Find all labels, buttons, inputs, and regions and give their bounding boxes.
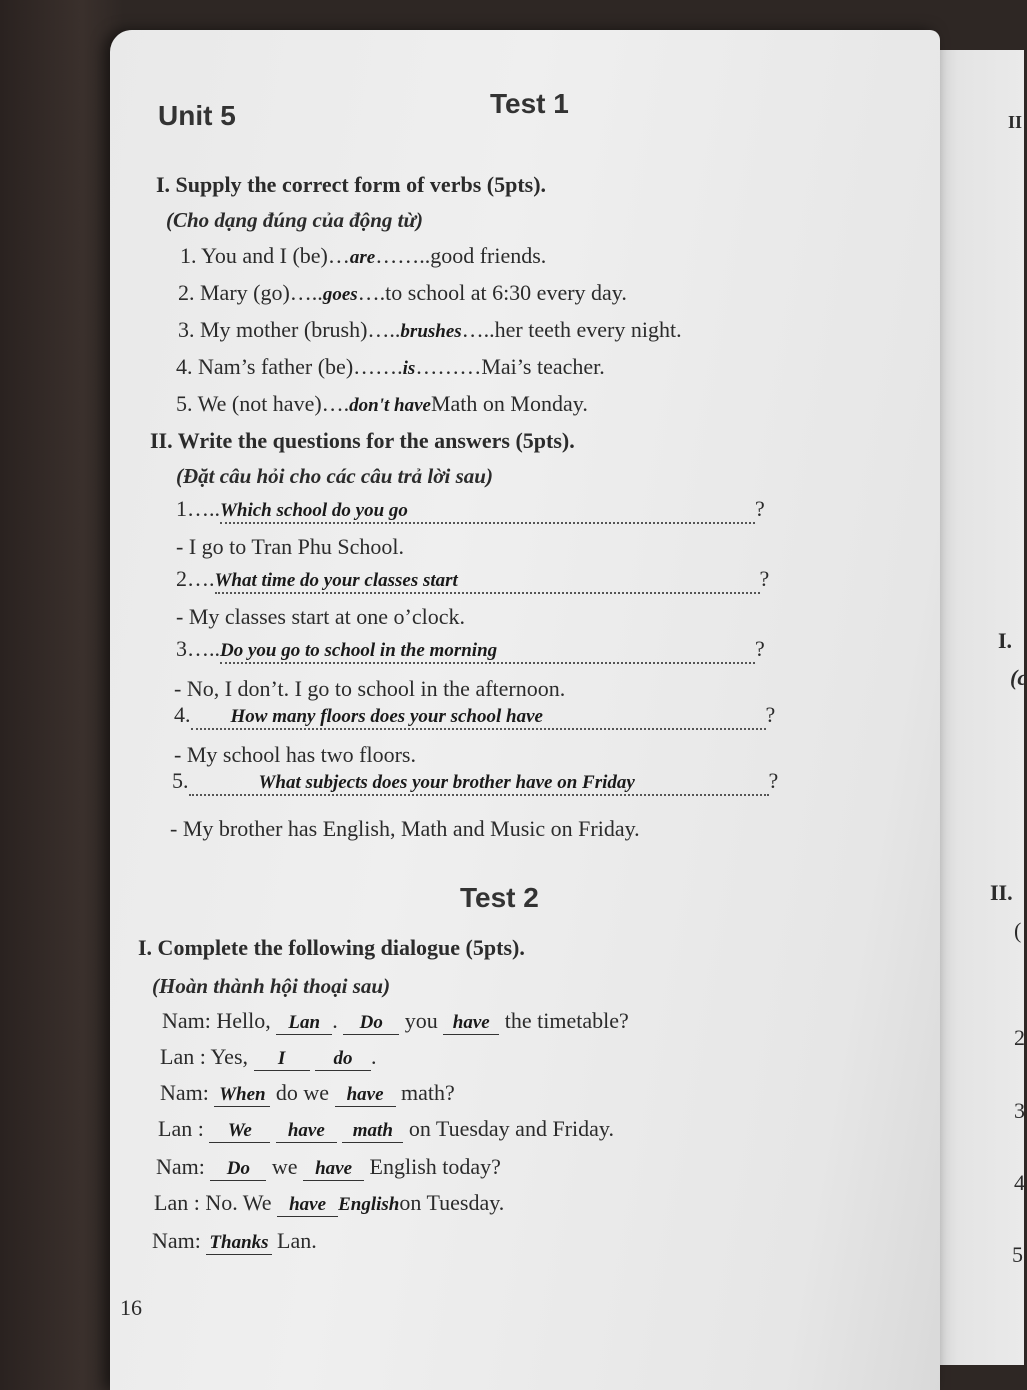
handwritten-answer: What time do your classes start (214, 570, 458, 591)
answer-line: - My brother has English, Math and Music on Friday. (170, 816, 640, 841)
handwritten-answer: have (277, 1194, 338, 1217)
question-line: 3…..Do you go to school in the morning ? (176, 636, 776, 664)
handwritten-answer: Lan (276, 1012, 332, 1035)
handwritten-answer: do (315, 1048, 371, 1071)
right-page-fragment: 5 (1012, 1242, 1023, 1267)
handwritten-answer: have (335, 1084, 396, 1107)
dialogue-line: Nam: Thanks Lan. (152, 1228, 317, 1253)
test1-section2-note: (Đặt câu hỏi cho các câu trả lời sau) (176, 464, 493, 488)
handwritten-answer: Do (210, 1158, 266, 1181)
verb-item: 3. My mother (brush)…..brushes…..her teeth every night. (178, 317, 682, 342)
dialogue-line: Lan : Yes, I do . (160, 1044, 377, 1069)
handwritten-answer: When (214, 1084, 270, 1107)
dialogue-line: Nam: Hello, Lan . Do you have the timetable? (162, 1008, 629, 1033)
verb-item: 2. Mary (go)…..goes….to school at 6:30 every day. (178, 280, 627, 305)
handwritten-answer: I (254, 1048, 310, 1071)
handwritten-answer: don't have (349, 395, 431, 416)
handwritten-answer: brushes (400, 321, 462, 342)
handwritten-answer: goes (322, 284, 358, 305)
dialogue-line: Lan : We have math on Tuesday and Friday. (158, 1116, 614, 1141)
workbook-page (110, 30, 940, 1390)
handwritten-answer: How many floors does your school have (230, 706, 543, 727)
question-line: 4. How many floors does your school have ? (174, 702, 774, 730)
test2-section1-heading: I. Complete the following dialogue (5pts). (138, 935, 525, 960)
handwritten-answer: Do you go to school in the morning (220, 640, 498, 661)
verb-item: 5. We (not have)….don't haveMath on Monday. (176, 391, 588, 416)
test2-title: Test 2 (460, 882, 539, 913)
right-page-edge (930, 50, 1027, 1365)
handwritten-answer: English (338, 1194, 400, 1215)
test1-section1-note: (Cho dạng đúng của động từ) (166, 208, 424, 232)
handwritten-answer: Thanks (206, 1232, 271, 1255)
handwritten-answer: have (303, 1158, 364, 1181)
handwritten-answer: have (443, 1012, 499, 1035)
answer-line: - I go to Tran Phu School. (176, 534, 404, 559)
handwritten-answer: are (349, 247, 376, 268)
question-line: 1…..Which school do you go ? (176, 496, 776, 524)
answer-line: - No, I don’t. I go to school in the afternoon. (174, 676, 566, 701)
right-page-fragment: II. (990, 880, 1013, 905)
verb-item: 1. You and I (be)…are……..good friends. (180, 243, 547, 268)
question-line: 5. What subjects does your brother have on Friday ? (172, 768, 772, 796)
right-page-fragment: (c (1010, 665, 1027, 690)
handwritten-answer: is (402, 358, 416, 379)
handwritten-answer: What subjects does your brother have on Friday (258, 772, 635, 793)
test1-section1-heading: I. Supply the correct form of verbs (5pts). (156, 172, 547, 197)
question-line: 2….What time do your classes start ? (176, 566, 776, 594)
right-page-fragment: II (1008, 112, 1023, 132)
answer-line: - My school has two floors. (174, 742, 416, 767)
right-page-fragment: ( (1014, 918, 1022, 943)
right-page-fragment: 4 (1014, 1170, 1025, 1195)
verb-item: 4. Nam’s father (be)…….is………Mai’s teacher. (176, 354, 605, 379)
handwritten-answer: have (276, 1120, 337, 1143)
page-number: 16 (120, 1295, 142, 1320)
unit-label: Unit 5 (158, 100, 236, 131)
dialogue-line: Lan : No. We have Englishon Tuesday. (154, 1190, 505, 1215)
right-page-fragment: 2 (1014, 1025, 1025, 1050)
right-page-fragment: 3 (1014, 1098, 1025, 1123)
test1-section2-heading: II. Write the questions for the answers (5pts). (150, 428, 575, 453)
dialogue-line: Nam: Do we have English today? (156, 1154, 501, 1179)
handwritten-answer: Do (343, 1012, 399, 1035)
handwritten-answer: Which school do you go (220, 500, 408, 521)
answer-line: - My classes start at one o’clock. (176, 604, 465, 629)
handwritten-answer: We (209, 1120, 270, 1143)
test2-section1-note: (Hoàn thành hội thoại sau) (152, 974, 391, 998)
test1-title: Test 1 (490, 88, 569, 119)
right-page-fragment: I. (998, 628, 1013, 653)
handwritten-answer: math (342, 1120, 403, 1143)
dialogue-line: Nam: When do we have math? (160, 1080, 455, 1105)
